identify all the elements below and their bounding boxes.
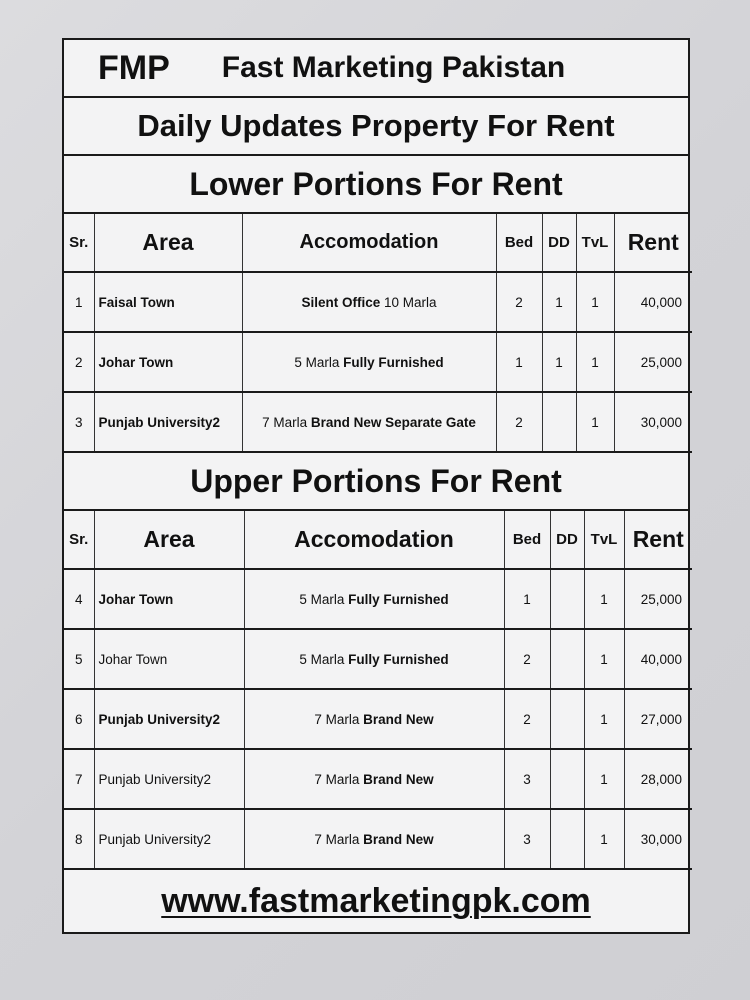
cell-dd — [550, 569, 584, 629]
cell-tvl: 1 — [584, 629, 624, 689]
acc-part-b: Brand New — [363, 831, 434, 847]
cell-rent: 40,000 — [624, 629, 692, 689]
table-header-row — [64, 214, 692, 272]
col-bed: Bed — [496, 214, 542, 272]
cell-rent: 40,000 — [614, 272, 692, 332]
cell-area: Johar Town — [94, 332, 242, 392]
table-row — [64, 749, 692, 809]
cell-dd — [550, 809, 584, 869]
cell-accommodation — [244, 629, 504, 689]
cell-tvl: 1 — [576, 392, 614, 452]
table-row — [64, 392, 692, 452]
website-footer — [64, 870, 688, 932]
company-name: Fast Marketing Pakistan — [221, 51, 566, 84]
acc-part-b: Fully Furnished — [348, 591, 449, 607]
cell-rent: 27,000 — [624, 689, 692, 749]
col-accommodation: Accomodation — [242, 214, 496, 272]
acc-part-a: Silent Office — [301, 294, 381, 310]
cell-bed: 2 — [504, 629, 550, 689]
cell-sr: 6 — [64, 689, 94, 749]
col-rent: Rent — [614, 214, 692, 272]
acc-part-b: Brand New Separate Gate — [310, 414, 476, 430]
cell-accommodation — [244, 569, 504, 629]
cell-bed: 2 — [496, 272, 542, 332]
cell-sr: 7 — [64, 749, 94, 809]
table-header-row — [64, 511, 692, 569]
cell-dd: 1 — [542, 272, 576, 332]
acc-part-a: 5 Marla — [299, 651, 349, 667]
cell-dd — [550, 749, 584, 809]
col-area: Area — [94, 511, 244, 569]
cell-sr: 3 — [64, 392, 94, 452]
acc-part-a: 5 Marla — [299, 591, 349, 607]
cell-bed: 2 — [496, 392, 542, 452]
page-subtitle: Daily Updates Property For Rent — [64, 98, 688, 156]
acc-part-a: 7 Marla — [262, 414, 311, 430]
upper-section-title: Upper Portions For Rent — [64, 453, 688, 511]
brand-header — [64, 40, 688, 98]
cell-tvl: 1 — [576, 332, 614, 392]
cell-sr: 5 — [64, 629, 94, 689]
cell-sr: 2 — [64, 332, 94, 392]
acc-part-b: Fully Furnished — [348, 651, 449, 667]
cell-tvl: 1 — [584, 689, 624, 749]
cell-area: Faisal Town — [94, 272, 242, 332]
col-bed: Bed — [504, 511, 550, 569]
cell-accommodation — [244, 749, 504, 809]
website-link[interactable]: www.fastmarketingpk.com — [161, 881, 591, 920]
col-rent: Rent — [624, 511, 692, 569]
cell-area: Punjab University2 — [94, 809, 244, 869]
acc-part-a: 7 Marla — [314, 831, 364, 847]
property-flyer — [62, 38, 690, 934]
cell-dd — [550, 689, 584, 749]
cell-dd: 1 — [542, 332, 576, 392]
cell-accommodation — [242, 272, 496, 332]
table-row — [64, 689, 692, 749]
cell-rent: 30,000 — [614, 392, 692, 452]
cell-area: Punjab University2 — [94, 392, 242, 452]
cell-accommodation — [242, 392, 496, 452]
lower-section-title: Lower Portions For Rent — [64, 156, 688, 214]
acc-part-b: Brand New — [363, 711, 434, 727]
cell-area: Johar Town — [94, 569, 244, 629]
cell-sr: 1 — [64, 272, 94, 332]
cell-bed: 2 — [504, 689, 550, 749]
cell-dd — [542, 392, 576, 452]
col-dd: DD — [542, 214, 576, 272]
cell-tvl: 1 — [576, 272, 614, 332]
acc-part-b: Brand New — [363, 771, 434, 787]
cell-tvl: 1 — [584, 569, 624, 629]
col-tvl: TvL — [584, 511, 624, 569]
cell-area: Punjab University2 — [94, 689, 244, 749]
acc-part-a: 7 Marla — [314, 711, 364, 727]
cell-accommodation — [244, 689, 504, 749]
col-area: Area — [94, 214, 242, 272]
cell-bed: 3 — [504, 749, 550, 809]
brand-abbr: FMP — [98, 48, 170, 87]
cell-bed: 3 — [504, 809, 550, 869]
table-row — [64, 272, 692, 332]
table-row — [64, 569, 692, 629]
cell-area: Johar Town — [94, 629, 244, 689]
cell-tvl: 1 — [584, 749, 624, 809]
cell-area: Punjab University2 — [94, 749, 244, 809]
acc-part-a: 7 Marla — [314, 771, 364, 787]
col-tvl: TvL — [576, 214, 614, 272]
col-dd: DD — [550, 511, 584, 569]
cell-sr: 8 — [64, 809, 94, 869]
col-accommodation: Accomodation — [244, 511, 504, 569]
cell-rent: 28,000 — [624, 749, 692, 809]
col-sr: Sr. — [64, 214, 94, 272]
table-row — [64, 332, 692, 392]
lower-portions-table — [64, 214, 692, 453]
cell-tvl: 1 — [584, 809, 624, 869]
cell-bed: 1 — [504, 569, 550, 629]
table-row — [64, 629, 692, 689]
acc-part-a: 5 Marla — [294, 354, 344, 370]
cell-accommodation — [242, 332, 496, 392]
cell-sr: 4 — [64, 569, 94, 629]
upper-portions-table — [64, 511, 692, 870]
cell-accommodation — [244, 809, 504, 869]
cell-dd — [550, 629, 584, 689]
acc-part-b: 10 Marla — [380, 294, 437, 310]
col-sr: Sr. — [64, 511, 94, 569]
cell-rent: 25,000 — [614, 332, 692, 392]
cell-rent: 30,000 — [624, 809, 692, 869]
cell-rent: 25,000 — [624, 569, 692, 629]
acc-part-b: Fully Furnished — [343, 354, 444, 370]
table-row — [64, 809, 692, 869]
cell-bed: 1 — [496, 332, 542, 392]
